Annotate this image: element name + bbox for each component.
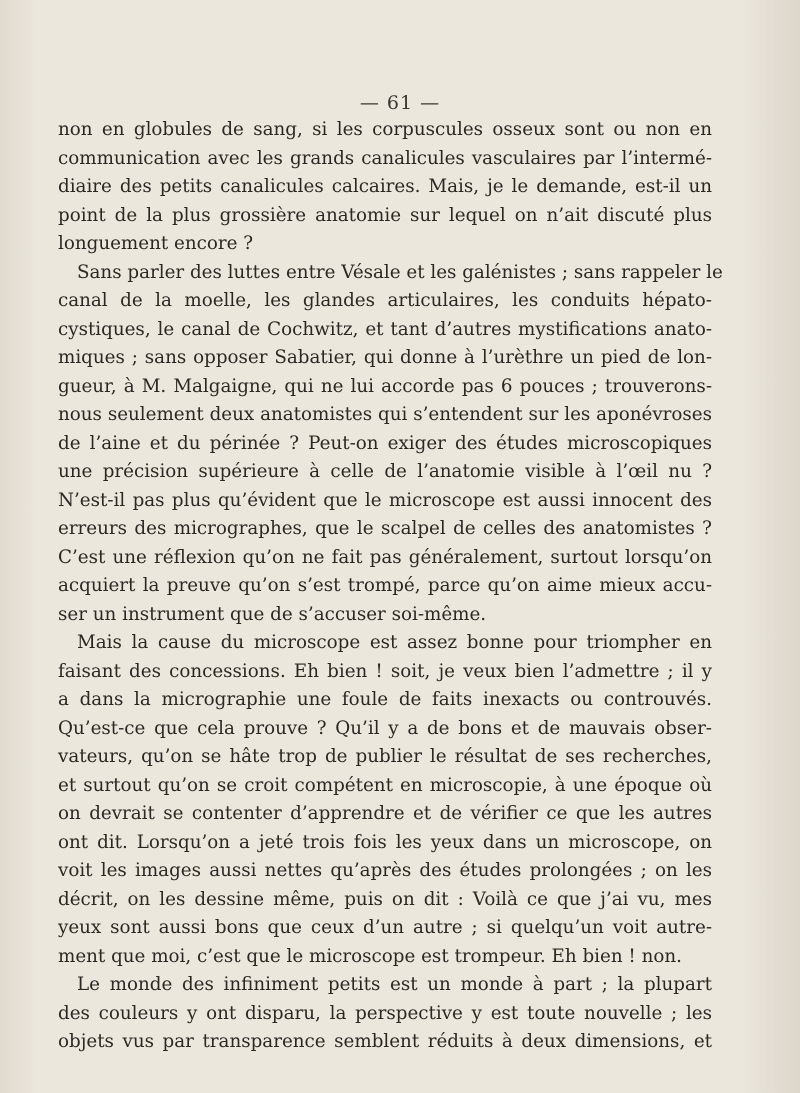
page-edge-shadow-right <box>740 0 800 1093</box>
text-line: de l’aine et du périnée ? Peut-on exiger des études microscopiques <box>58 432 712 454</box>
text-line: C’est une réflexion qu’on ne fait pas généralement, surtout lorsqu’on <box>58 546 712 568</box>
text-line: miques ; sans opposer Sabatier, qui donne à l’urèthre un pied de lon- <box>58 347 712 368</box>
text-line: communication avec les grands canalicules vasculaires par l’intermé- <box>58 147 712 169</box>
paragraph-start-line: Sans parler des luttes entre Vésale et les galénistes ; sans rappeler le <box>77 261 723 283</box>
text-line: des couleurs y ont disparu, la perspective y est toute nouvelle ; les <box>58 1002 712 1024</box>
text-line: a dans la micrographie une foule de faits inexacts ou controuvés. <box>58 689 712 710</box>
page-edge-shadow-left <box>0 0 40 1093</box>
text-line: acquiert la preuve qu’on s’est trompé, parce qu’on aime mieux accu- <box>58 575 712 596</box>
text-line: cystiques, le canal de Cochwitz, et tant d’autres mystifications anato- <box>58 318 712 340</box>
text-line: on devrait se contenter d’apprendre et de vérifier ce que les autres <box>58 803 712 824</box>
paragraph-start-line: Le monde des infiniment petits est un monde à part ; la plupart <box>77 974 712 995</box>
page-number-header: — 61 — <box>359 92 441 114</box>
text-line: point de la plus grossière anatomie sur lequel on n’ait discuté plus <box>58 204 712 226</box>
body-text <box>58 116 723 1057</box>
text-line: diaire des petits canalicules calcaires. Mais, je le demande, est-il un <box>58 176 712 197</box>
text-line: longuement encore ? <box>58 233 254 254</box>
text-line: N’est-il pas plus qu’évident que le microscope est aussi innocent des <box>58 489 712 511</box>
text-line: gueur, à M. Malgaigne, qui ne lui accorde pas 6 pouces ; trouverons- <box>58 375 712 397</box>
text-line: et surtout qu’on se croit compétent en microscopie, à une époque où <box>58 774 712 796</box>
text-line: voit les images aussi nettes qu’après des études prolongées ; on les <box>58 860 712 881</box>
text-line: Qu’est-ce que cela prouve ? Qu’il y a de bons et de mauvais obser- <box>58 717 712 739</box>
text-line: une précision supérieure à celle de l’anatomie visible à l’œil nu ? <box>58 461 712 482</box>
paragraph-start-line: Mais la cause du microscope est assez bonne pour triompher en <box>77 632 712 653</box>
text-line: yeux sont aussi bons que ceux d’un autre ; si quelqu’un voit autre- <box>58 917 712 938</box>
text-line: vateurs, qu’on se hâte trop de publier le résultat de ses recherches, <box>58 746 712 767</box>
text-line: nous seulement deux anatomistes qui s’entendent sur les aponévroses <box>58 404 712 425</box>
text-line: ment que moi, c’est que le microscope est trompeur. Eh bien ! non. <box>58 945 682 967</box>
text-line: erreurs des micrographes, que le scalpel de celles des anatomistes ? <box>58 518 712 539</box>
text-line: ser un instrument que de s’accuser soi-même. <box>58 603 487 625</box>
text-line: non en globules de sang, si les corpuscules osseux sont ou non en <box>58 119 712 140</box>
text-line: canal de la moelle, les glandes articulaires, les conduits hépato- <box>58 290 712 311</box>
text-line: faisant des concessions. Eh bien ! soit, je veux bien l’admettre ; il y <box>58 660 712 682</box>
text-line: objets vus par transparence semblent réduits à deux dimensions, et <box>58 1031 712 1052</box>
text-line: décrit, on les dessine même, puis on dit : Voilà ce que j’ai vu, mes <box>58 888 712 910</box>
text-line: ont dit. Lorsqu’on a jeté trois fois les yeux dans un microscope, on <box>58 831 712 853</box>
